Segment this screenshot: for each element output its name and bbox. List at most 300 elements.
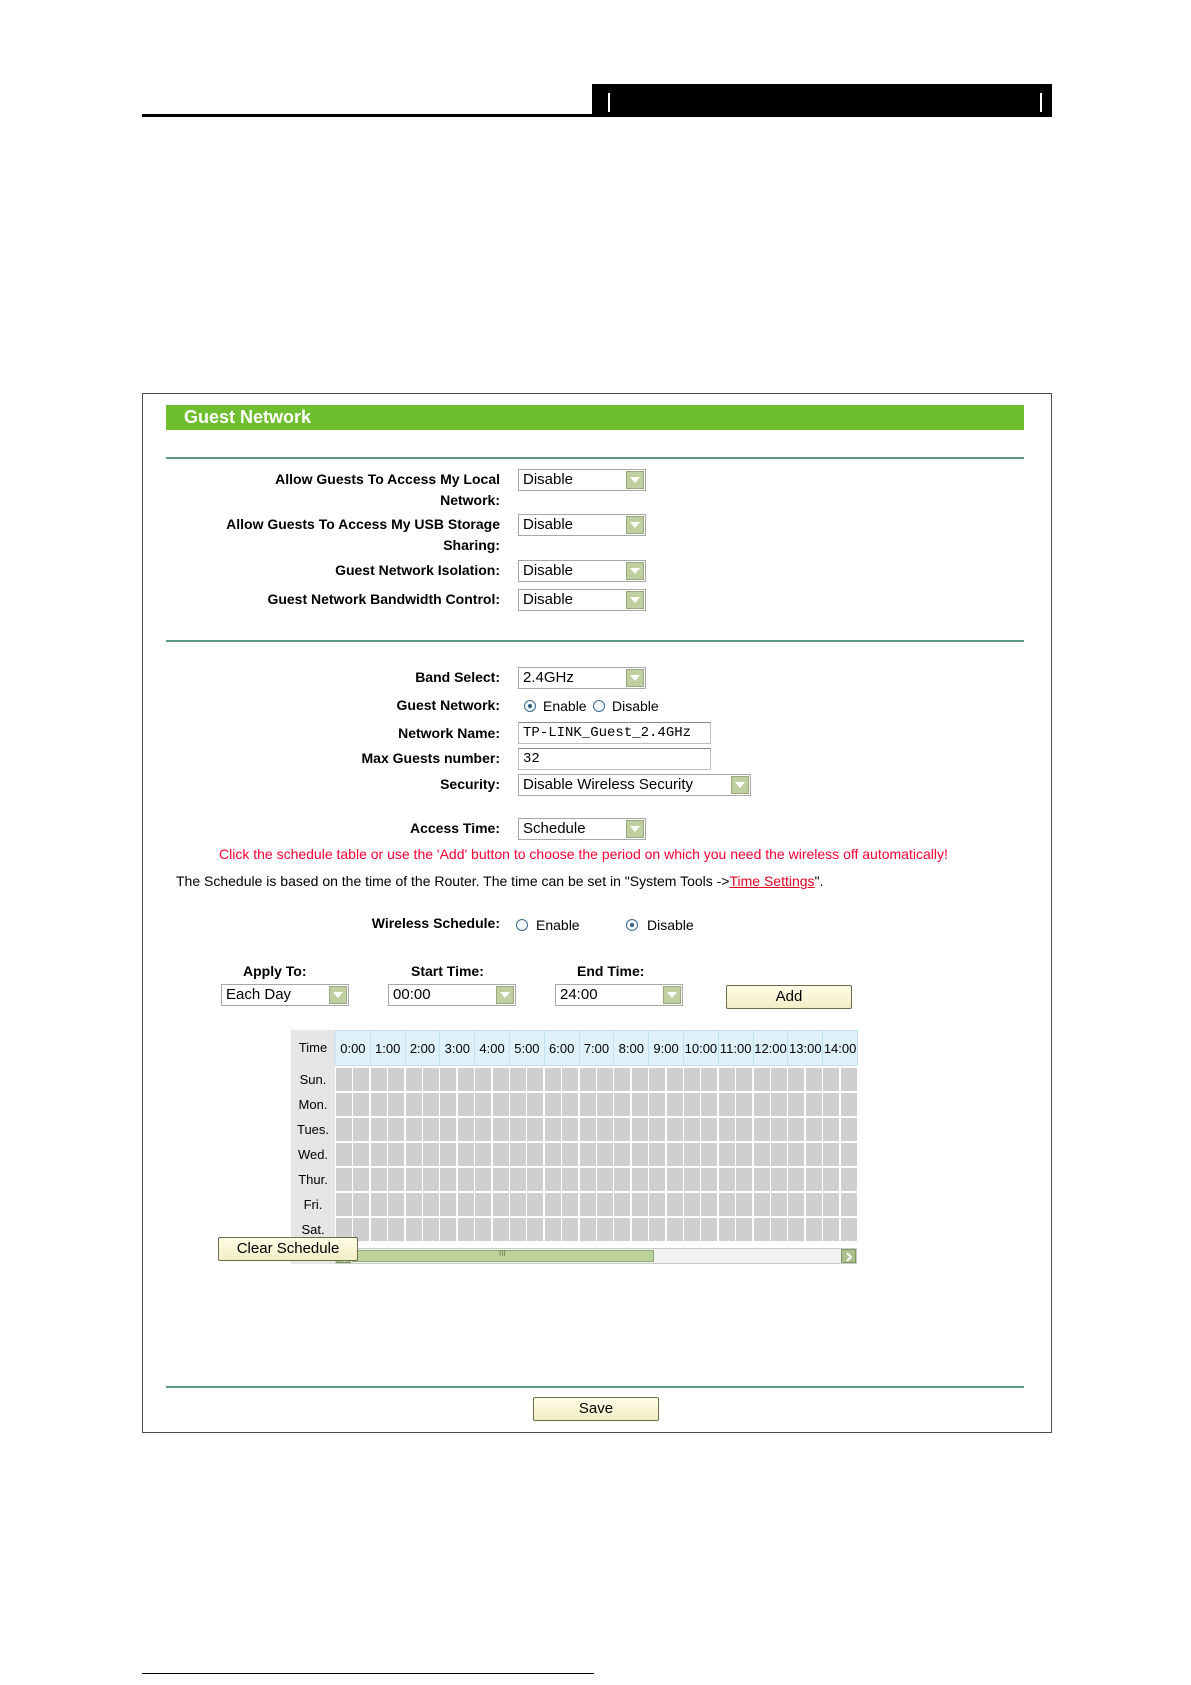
day-label: Mon.: [298, 1097, 328, 1112]
schedule-cell[interactable]: [667, 1143, 683, 1166]
schedule-cell[interactable]: [527, 1093, 543, 1116]
chevron-down-icon[interactable]: [626, 820, 644, 838]
schedule-cell[interactable]: [806, 1218, 822, 1241]
schedule-cell[interactable]: [371, 1068, 387, 1091]
schedule-cell[interactable]: [684, 1068, 700, 1091]
schedule-cell[interactable]: [841, 1143, 857, 1166]
schedule-cell[interactable]: [353, 1168, 369, 1191]
schedule-cell[interactable]: [475, 1118, 491, 1141]
schedule-cell[interactable]: [510, 1168, 526, 1191]
schedule-cell[interactable]: [736, 1118, 752, 1141]
schedule-cell[interactable]: [458, 1093, 474, 1116]
schedule-cell[interactable]: [754, 1168, 770, 1191]
schedule-note-suffix: ".: [814, 873, 824, 889]
schedule-cell[interactable]: [614, 1168, 630, 1191]
hour-header: 3:00: [439, 1030, 475, 1066]
schedule-cell[interactable]: [754, 1143, 770, 1166]
hour-header: 9:00: [648, 1030, 684, 1066]
security-value: Disable Wireless Security: [523, 776, 694, 793]
schedule-cell[interactable]: [423, 1168, 439, 1191]
schedule-cell[interactable]: [475, 1218, 491, 1241]
wireless-schedule-disable-radio[interactable]: [626, 919, 638, 931]
schedule-cell[interactable]: [562, 1193, 578, 1216]
schedule-cell[interactable]: [771, 1093, 787, 1116]
schedule-cell[interactable]: [771, 1168, 787, 1191]
schedule-cell[interactable]: [649, 1118, 665, 1141]
schedule-cell[interactable]: [336, 1093, 352, 1116]
header-bar-tick: [608, 93, 610, 112]
separator: [166, 457, 1024, 459]
schedule-cell[interactable]: [562, 1093, 578, 1116]
schedule-cell[interactable]: [406, 1093, 422, 1116]
schedule-cell[interactable]: [406, 1143, 422, 1166]
header-bar-tick: [1040, 93, 1042, 112]
schedule-cell[interactable]: [406, 1068, 422, 1091]
schedule-cell[interactable]: [423, 1218, 439, 1241]
schedule-cell[interactable]: [493, 1068, 509, 1091]
schedule-cell[interactable]: [841, 1118, 857, 1141]
schedule-cell[interactable]: [406, 1193, 422, 1216]
schedule-cell[interactable]: [527, 1168, 543, 1191]
schedule-cell[interactable]: [597, 1143, 613, 1166]
schedule-cell[interactable]: [545, 1218, 561, 1241]
chevron-down-icon[interactable]: [663, 986, 681, 1004]
schedule-cell[interactable]: [841, 1093, 857, 1116]
schedule-cell[interactable]: [510, 1143, 526, 1166]
schedule-cell[interactable]: [649, 1143, 665, 1166]
schedule-cell[interactable]: [388, 1118, 404, 1141]
apply-to-label: Apply To:: [243, 963, 307, 979]
schedule-cell[interactable]: [649, 1168, 665, 1191]
schedule-cell[interactable]: [684, 1093, 700, 1116]
schedule-cell[interactable]: [475, 1068, 491, 1091]
network-name-label: Network Name:: [398, 725, 500, 741]
schedule-hint: Click the schedule table or use the 'Add' button to choose the period on which you need the wireless off automatically!: [219, 846, 948, 862]
schedule-cell[interactable]: [806, 1143, 822, 1166]
schedule-cell[interactable]: [597, 1218, 613, 1241]
schedule-cell[interactable]: [754, 1068, 770, 1091]
schedule-cell[interactable]: [719, 1118, 735, 1141]
schedule-cell[interactable]: [545, 1168, 561, 1191]
schedule-cell[interactable]: [580, 1118, 596, 1141]
scroll-right-button[interactable]: [841, 1249, 856, 1263]
schedule-cell[interactable]: [754, 1193, 770, 1216]
panel-title-bar: [166, 405, 1024, 430]
schedule-cell[interactable]: [493, 1193, 509, 1216]
document-header-rule: [142, 114, 1052, 117]
schedule-cell[interactable]: [423, 1093, 439, 1116]
usb-storage-label-line1: Allow Guests To Access My USB Storage: [226, 516, 500, 532]
schedule-cell[interactable]: [388, 1068, 404, 1091]
schedule-cell[interactable]: [632, 1168, 648, 1191]
schedule-cell[interactable]: [841, 1218, 857, 1241]
start-time-select[interactable]: [388, 984, 516, 1006]
schedule-cell[interactable]: [719, 1168, 735, 1191]
schedule-cell[interactable]: [510, 1218, 526, 1241]
schedule-cell[interactable]: [475, 1093, 491, 1116]
schedule-cell[interactable]: [580, 1143, 596, 1166]
schedule-cell[interactable]: [597, 1118, 613, 1141]
schedule-cell[interactable]: [406, 1118, 422, 1141]
schedule-cell[interactable]: [823, 1068, 839, 1091]
wireless-schedule-label: Wireless Schedule:: [371, 915, 500, 931]
schedule-cell[interactable]: [545, 1193, 561, 1216]
max-guests-input[interactable]: 32: [518, 748, 711, 770]
schedule-cell[interactable]: [823, 1118, 839, 1141]
chevron-down-icon[interactable]: [626, 562, 644, 580]
schedule-cell[interactable]: [353, 1143, 369, 1166]
apply-to-select[interactable]: [221, 984, 349, 1006]
schedule-cell[interactable]: [371, 1193, 387, 1216]
schedule-cell[interactable]: [597, 1193, 613, 1216]
schedule-cell[interactable]: [632, 1093, 648, 1116]
end-time-select[interactable]: [555, 984, 683, 1006]
schedule-cell[interactable]: [527, 1118, 543, 1141]
schedule-cell[interactable]: [510, 1068, 526, 1091]
schedule-cell[interactable]: [788, 1118, 804, 1141]
local-network-select[interactable]: [518, 469, 646, 491]
chevron-down-icon[interactable]: [731, 776, 749, 794]
isolation-value: Disable: [523, 562, 574, 579]
schedule-cell[interactable]: [632, 1193, 648, 1216]
document-header-bar: [592, 84, 1052, 117]
schedule-cell[interactable]: [701, 1118, 717, 1141]
schedule-scrollbar[interactable]: [335, 1248, 857, 1264]
schedule-cell[interactable]: [493, 1218, 509, 1241]
schedule-cell[interactable]: [545, 1093, 561, 1116]
schedule-cell[interactable]: [458, 1118, 474, 1141]
schedule-cell[interactable]: [406, 1218, 422, 1241]
schedule-cell[interactable]: [388, 1168, 404, 1191]
schedule-cell[interactable]: [458, 1068, 474, 1091]
schedule-cell[interactable]: [719, 1218, 735, 1241]
chevron-down-icon[interactable]: [626, 591, 644, 609]
schedule-cell[interactable]: [806, 1068, 822, 1091]
schedule-cell[interactable]: [388, 1193, 404, 1216]
schedule-cell[interactable]: [788, 1193, 804, 1216]
schedule-cell[interactable]: [649, 1068, 665, 1091]
schedule-cell[interactable]: [684, 1118, 700, 1141]
panel-title: Guest Network: [184, 407, 312, 427]
schedule-cell[interactable]: [440, 1118, 456, 1141]
band-value: 2.4GHz: [523, 669, 574, 686]
schedule-cell[interactable]: [440, 1093, 456, 1116]
band-select[interactable]: [518, 667, 646, 689]
schedule-cell[interactable]: [736, 1193, 752, 1216]
schedule-cell[interactable]: [823, 1093, 839, 1116]
day-label: Thur.: [298, 1172, 328, 1187]
schedule-cell[interactable]: [771, 1143, 787, 1166]
wireless-schedule-enable-radio[interactable]: [516, 919, 528, 931]
chevron-down-icon[interactable]: [329, 986, 347, 1004]
schedule-cell[interactable]: [701, 1093, 717, 1116]
schedule-cell[interactable]: [510, 1118, 526, 1141]
schedule-cell[interactable]: [667, 1218, 683, 1241]
security-select[interactable]: [518, 774, 751, 796]
schedule-cell[interactable]: [388, 1093, 404, 1116]
schedule-cell[interactable]: [545, 1143, 561, 1166]
access-time-label: Access Time:: [409, 820, 500, 836]
schedule-cell[interactable]: [667, 1093, 683, 1116]
schedule-cell[interactable]: [388, 1143, 404, 1166]
schedule-cell[interactable]: [475, 1143, 491, 1166]
start-time-label: Start Time:: [411, 963, 484, 979]
schedule-cell[interactable]: [371, 1218, 387, 1241]
schedule-cell[interactable]: [614, 1218, 630, 1241]
document-footer-rule: [142, 1673, 594, 1674]
schedule-cell[interactable]: [371, 1093, 387, 1116]
schedule-cell[interactable]: [667, 1168, 683, 1191]
schedule-cell[interactable]: [440, 1143, 456, 1166]
day-label: Sat.: [301, 1222, 325, 1237]
schedule-cell[interactable]: [806, 1093, 822, 1116]
day-label: Tues.: [296, 1122, 330, 1137]
schedule-cell[interactable]: [336, 1168, 352, 1191]
schedule-cell[interactable]: [736, 1168, 752, 1191]
hour-header: 12:00: [753, 1030, 789, 1066]
schedule-cell[interactable]: [788, 1068, 804, 1091]
schedule-cell[interactable]: [440, 1218, 456, 1241]
schedule-cell[interactable]: [754, 1118, 770, 1141]
schedule-cell[interactable]: [371, 1168, 387, 1191]
guest-network-disable-label: Disable: [612, 698, 659, 714]
hour-header: 14:00: [822, 1030, 858, 1066]
schedule-cell[interactable]: [423, 1193, 439, 1216]
schedule-cell[interactable]: [632, 1118, 648, 1141]
schedule-cell[interactable]: [597, 1168, 613, 1191]
schedule-cell[interactable]: [736, 1143, 752, 1166]
schedule-cell[interactable]: [841, 1193, 857, 1216]
guest-network-enable-radio[interactable]: [524, 700, 536, 712]
hour-header: 8:00: [613, 1030, 649, 1066]
band-select-label: Band Select:: [415, 669, 500, 685]
schedule-cell[interactable]: [823, 1168, 839, 1191]
chevron-down-icon[interactable]: [496, 986, 514, 1004]
schedule-cell[interactable]: [701, 1143, 717, 1166]
schedule-cell[interactable]: [493, 1093, 509, 1116]
schedule-cell[interactable]: [684, 1143, 700, 1166]
schedule-cell[interactable]: [527, 1143, 543, 1166]
schedule-cell[interactable]: [632, 1218, 648, 1241]
schedule-cell[interactable]: [754, 1218, 770, 1241]
schedule-cell[interactable]: [597, 1093, 613, 1116]
schedule-cell[interactable]: [336, 1143, 352, 1166]
schedule-cell[interactable]: [823, 1218, 839, 1241]
guest-network-label: Guest Network:: [396, 697, 500, 713]
isolation-label: Guest Network Isolation:: [335, 562, 500, 578]
time-corner-label: Time: [298, 1040, 328, 1055]
schedule-cell[interactable]: [806, 1193, 822, 1216]
schedule-cell[interactable]: [823, 1143, 839, 1166]
schedule-cell[interactable]: [580, 1168, 596, 1191]
schedule-cell[interactable]: [736, 1093, 752, 1116]
schedule-cell[interactable]: [353, 1118, 369, 1141]
usb-storage-value: Disable: [523, 516, 574, 533]
schedule-cell[interactable]: [388, 1218, 404, 1241]
schedule-cell[interactable]: [371, 1143, 387, 1166]
schedule-cell[interactable]: [667, 1068, 683, 1091]
schedule-cell[interactable]: [736, 1068, 752, 1091]
schedule-cell[interactable]: [684, 1193, 700, 1216]
separator: [166, 640, 1024, 642]
schedule-cell[interactable]: [458, 1143, 474, 1166]
schedule-cell[interactable]: [701, 1068, 717, 1091]
isolation-select[interactable]: [518, 560, 646, 582]
schedule-cell[interactable]: [580, 1093, 596, 1116]
schedule-cell[interactable]: [788, 1168, 804, 1191]
schedule-cell[interactable]: [545, 1118, 561, 1141]
guest-network-disable-radio[interactable]: [593, 700, 605, 712]
schedule-cell[interactable]: [527, 1193, 543, 1216]
schedule-cell[interactable]: [458, 1193, 474, 1216]
schedule-cell[interactable]: [353, 1193, 369, 1216]
schedule-cell[interactable]: [719, 1093, 735, 1116]
schedule-cell[interactable]: [649, 1218, 665, 1241]
schedule-cell[interactable]: [806, 1118, 822, 1141]
schedule-cell[interactable]: [562, 1118, 578, 1141]
separator: [166, 1386, 1024, 1388]
schedule-cell[interactable]: [527, 1068, 543, 1091]
schedule-cell[interactable]: [614, 1118, 630, 1141]
schedule-cell[interactable]: [597, 1068, 613, 1091]
wireless-schedule-enable-label: Enable: [536, 917, 580, 933]
schedule-cell[interactable]: [440, 1193, 456, 1216]
hour-header: 1:00: [370, 1030, 406, 1066]
schedule-cell[interactable]: [493, 1118, 509, 1141]
schedule-cell[interactable]: [614, 1193, 630, 1216]
hour-header: 0:00: [335, 1030, 371, 1066]
schedule-cell[interactable]: [580, 1193, 596, 1216]
schedule-cell[interactable]: [423, 1143, 439, 1166]
scroll-thumb[interactable]: [352, 1250, 654, 1262]
schedule-cell[interactable]: [440, 1068, 456, 1091]
schedule-cell[interactable]: [475, 1193, 491, 1216]
save-button[interactable]: Save: [533, 1397, 659, 1421]
schedule-cell[interactable]: [545, 1068, 561, 1091]
schedule-cell[interactable]: [423, 1118, 439, 1141]
schedule-cell[interactable]: [684, 1168, 700, 1191]
local-network-label-line2: Network:: [440, 492, 500, 508]
schedule-table: [291, 1030, 909, 1278]
schedule-cell[interactable]: [771, 1193, 787, 1216]
schedule-cell[interactable]: [336, 1193, 352, 1216]
schedule-cell[interactable]: [719, 1143, 735, 1166]
hour-header: 13:00: [787, 1030, 823, 1066]
usb-storage-select[interactable]: [518, 514, 646, 536]
schedule-cell[interactable]: [806, 1168, 822, 1191]
local-network-value: Disable: [523, 471, 574, 488]
hour-header: 4:00: [474, 1030, 510, 1066]
usb-storage-label-line2: Sharing:: [443, 537, 500, 553]
schedule-cell[interactable]: [771, 1118, 787, 1141]
schedule-cell[interactable]: [701, 1218, 717, 1241]
security-label: Security:: [440, 776, 500, 792]
schedule-cell[interactable]: [788, 1218, 804, 1241]
schedule-cell[interactable]: [701, 1168, 717, 1191]
schedule-cell[interactable]: [684, 1218, 700, 1241]
guest-network-enable-label: Enable: [543, 698, 587, 714]
schedule-cell[interactable]: [614, 1143, 630, 1166]
schedule-cell[interactable]: [580, 1218, 596, 1241]
schedule-cell[interactable]: [736, 1218, 752, 1241]
schedule-cell[interactable]: [632, 1143, 648, 1166]
add-button[interactable]: Add: [726, 985, 852, 1009]
chevron-down-icon[interactable]: [626, 471, 644, 489]
schedule-cell[interactable]: [406, 1168, 422, 1191]
schedule-note: [176, 872, 823, 890]
schedule-cell[interactable]: [353, 1068, 369, 1091]
schedule-cell[interactable]: [788, 1143, 804, 1166]
schedule-cell[interactable]: [841, 1068, 857, 1091]
end-time-value: 24:00: [560, 986, 598, 1003]
schedule-cell[interactable]: [841, 1168, 857, 1191]
clear-schedule-button[interactable]: Clear Schedule: [218, 1237, 358, 1261]
schedule-cell[interactable]: [667, 1118, 683, 1141]
schedule-cell[interactable]: [458, 1218, 474, 1241]
network-name-input[interactable]: TP-LINK_Guest_2.4GHz: [518, 722, 711, 744]
bandwidth-select[interactable]: [518, 589, 646, 611]
schedule-cell[interactable]: [371, 1118, 387, 1141]
hour-header: 6:00: [544, 1030, 580, 1066]
local-network-label: [275, 469, 500, 511]
schedule-cell[interactable]: [458, 1168, 474, 1191]
schedule-cell[interactable]: [475, 1168, 491, 1191]
access-time-select[interactable]: [518, 818, 646, 840]
schedule-cell[interactable]: [562, 1218, 578, 1241]
schedule-cell[interactable]: [510, 1093, 526, 1116]
schedule-note-text: The Schedule is based on the time of the Router. The time can be set in "System Tools ->: [176, 873, 730, 889]
schedule-cell[interactable]: [336, 1068, 352, 1091]
schedule-cell[interactable]: [823, 1193, 839, 1216]
start-time-value: 00:00: [393, 986, 431, 1003]
schedule-cell[interactable]: [353, 1093, 369, 1116]
end-time-label: End Time:: [577, 963, 645, 979]
hour-header: 7:00: [579, 1030, 615, 1066]
schedule-cell[interactable]: [771, 1068, 787, 1091]
schedule-cell[interactable]: [562, 1143, 578, 1166]
schedule-cell[interactable]: [562, 1068, 578, 1091]
time-settings-link[interactable]: Time Settings: [729, 873, 815, 889]
schedule-cell[interactable]: [423, 1068, 439, 1091]
chevron-down-icon[interactable]: [626, 516, 644, 534]
schedule-cell[interactable]: [719, 1068, 735, 1091]
schedule-cell[interactable]: [719, 1193, 735, 1216]
schedule-cell[interactable]: [614, 1068, 630, 1091]
schedule-cell[interactable]: [493, 1168, 509, 1191]
schedule-cell[interactable]: [510, 1193, 526, 1216]
schedule-cell[interactable]: [440, 1168, 456, 1191]
schedule-cell[interactable]: [754, 1093, 770, 1116]
schedule-cell[interactable]: [336, 1118, 352, 1141]
schedule-cell[interactable]: [649, 1193, 665, 1216]
schedule-cell[interactable]: [632, 1068, 648, 1091]
schedule-cell[interactable]: [493, 1143, 509, 1166]
chevron-right-icon: [842, 1251, 855, 1263]
schedule-cell[interactable]: [580, 1068, 596, 1091]
chevron-down-icon[interactable]: [626, 669, 644, 687]
schedule-cell[interactable]: [562, 1168, 578, 1191]
local-network-label-line1: Allow Guests To Access My Local: [275, 471, 500, 487]
schedule-cell[interactable]: [701, 1193, 717, 1216]
max-guests-label: Max Guests number:: [361, 750, 500, 766]
schedule-cell[interactable]: [527, 1218, 543, 1241]
schedule-cell[interactable]: [771, 1218, 787, 1241]
schedule-cell[interactable]: [788, 1093, 804, 1116]
schedule-cell[interactable]: [649, 1093, 665, 1116]
schedule-cell[interactable]: [614, 1093, 630, 1116]
day-label: Wed.: [297, 1147, 329, 1162]
schedule-cell[interactable]: [667, 1193, 683, 1216]
